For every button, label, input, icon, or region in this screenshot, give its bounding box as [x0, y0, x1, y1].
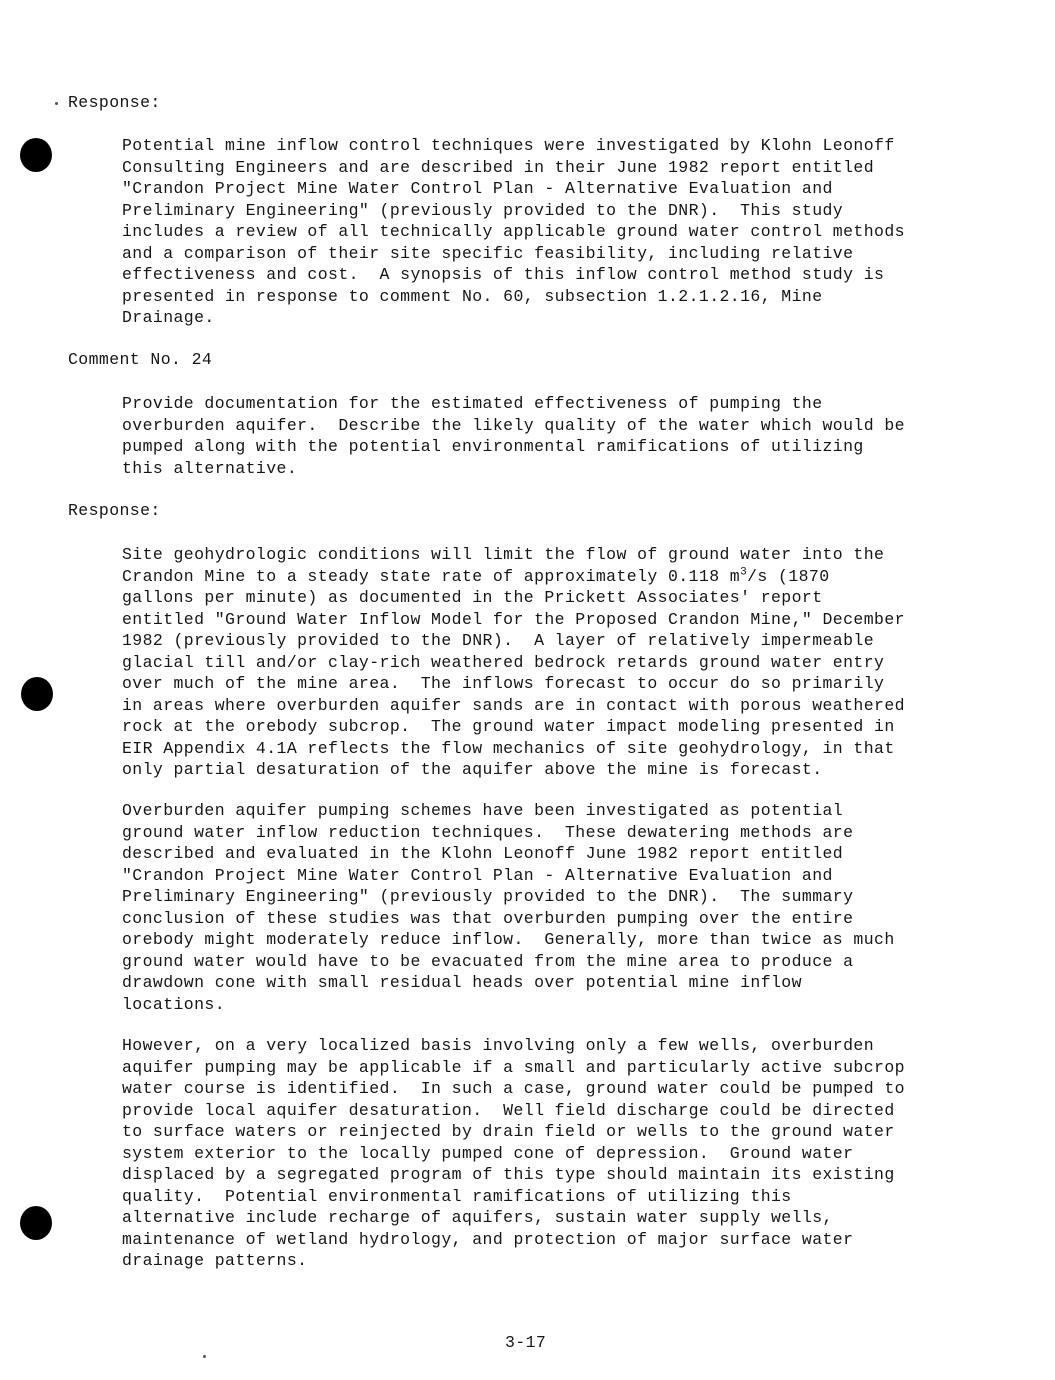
text-line: in areas where overburden aquifer sands are in contact with porous weathered	[122, 695, 905, 715]
comment-heading: Comment No. 24	[68, 350, 213, 369]
text-line: Consulting Engineers and are described in their June 1982 report entitled	[122, 157, 875, 177]
response-paragraph	[122, 800, 942, 1015]
text-line: Provide documentation for the estimated effectiveness of pumping the	[122, 394, 823, 413]
text-line: rock at the orebody subcrop. The ground water impact modeling presented in	[122, 717, 895, 736]
text-line: this alternative.	[122, 458, 298, 478]
binder-hole-mark	[20, 1206, 52, 1240]
text-segment: Crandon Mine to a steady state rate of approximately 0.118 m	[122, 566, 741, 586]
text-line: includes a review of all technically applicable ground water control methods	[122, 222, 905, 241]
comment-paragraph	[122, 393, 942, 479]
text-line: effectiveness and cost. A synopsis of this inflow control method study is	[122, 265, 885, 284]
text-line: quality. Potential environmental ramifications of utilizing this	[122, 1186, 792, 1206]
response-paragraph	[122, 1035, 942, 1272]
text-line: gallons per minute) as documented in the Prickett Associates' report	[122, 588, 823, 607]
text-line: locations.	[122, 994, 226, 1014]
text-line: glacial till and/or clay-rich weathered bedrock retards ground water entry	[122, 652, 885, 672]
text-line: pumped along with the potential environmental ramifications of utilizing	[122, 437, 864, 456]
text-line: only partial desaturation of the aquifer above the mine is forecast.	[122, 760, 823, 779]
text-line: over much of the mine area. The inflows forecast to occur do so primarily	[122, 674, 885, 693]
scan-speck	[55, 102, 58, 105]
text-line: Preliminary Engineering" (previously provided to the DNR). This study	[122, 200, 844, 220]
text-line: ground water inflow reduction techniques. These dewatering methods are	[122, 822, 854, 842]
text-line: conclusion of these studies was that overburden pumping over the entire	[122, 908, 854, 928]
response-heading: Response:	[68, 93, 161, 112]
response-paragraph	[122, 135, 942, 329]
text-line: to surface waters or reinjected by drain field or wells to the ground water	[122, 1122, 895, 1141]
binder-hole-mark	[21, 677, 53, 711]
page-number: 3-17	[505, 1333, 547, 1352]
text-line: drawdown cone with small residual heads over potential mine inflow	[122, 973, 802, 992]
text-line	[122, 566, 942, 588]
text-line: aquifer pumping may be applicable if a small and particularly active subcrop	[122, 1057, 905, 1077]
text-line: entitled "Ground Water Inflow Model for the Proposed Crandon Mine," December	[122, 609, 905, 629]
text-line: drainage patterns.	[122, 1251, 308, 1270]
scan-speck	[203, 1355, 206, 1358]
superscript: 3	[740, 566, 748, 578]
text-line: Drainage.	[122, 308, 215, 327]
response-paragraph	[122, 544, 942, 781]
text-line: alternative include recharge of aquifers, sustain water supply wells,	[122, 1208, 833, 1227]
text-line: orebody might moderately reduce inflow. Generally, more than twice as much	[122, 930, 895, 949]
text-line: and a comparison of their site specific feasibility, including relative	[122, 243, 854, 263]
text-line: Preliminary Engineering" (previously provided to the DNR). The summary	[122, 887, 854, 906]
text-line: ground water would have to be evacuated from the mine area to produce a	[122, 951, 854, 971]
text-line: displaced by a segregated program of this type should maintain its existing	[122, 1165, 895, 1184]
text-line: However, on a very localized basis involving only a few wells, overburden	[122, 1036, 875, 1055]
text-line: EIR Appendix 4.1A reflects the flow mechanics of site geohydrology, in that	[122, 738, 895, 758]
text-line: presented in response to comment No. 60, subsection 1.2.1.2.16, Mine	[122, 286, 823, 306]
text-segment: /s (1870	[747, 566, 830, 586]
text-line: provide local aquifer desaturation. Well field discharge could be directed	[122, 1100, 895, 1120]
text-line: Potential mine inflow control techniques were investigated by Klohn Leonoff	[122, 136, 895, 155]
text-line: "Crandon Project Mine Water Control Plan - Alternative Evaluation and	[122, 179, 833, 198]
text-line: water course is identified. In such a case, ground water could be pumped to	[122, 1079, 905, 1098]
text-line: overburden aquifer. Describe the likely quality of the water which would be	[122, 415, 905, 435]
binder-hole-mark	[20, 138, 52, 172]
text-line: Overburden aquifer pumping schemes have been investigated as potential	[122, 801, 844, 820]
text-line: system exterior to the locally pumped cone of depression. Ground water	[122, 1143, 854, 1163]
response-heading: Response:	[68, 501, 161, 520]
text-line: "Crandon Project Mine Water Control Plan - Alternative Evaluation and	[122, 865, 833, 885]
text-line: 1982 (previously provided to the DNR). A layer of relatively impermeable	[122, 631, 875, 650]
text-line: Site geohydrologic conditions will limit the flow of ground water into the	[122, 545, 885, 564]
text-line: maintenance of wetland hydrology, and protection of major surface water	[122, 1229, 854, 1249]
text-line: described and evaluated in the Klohn Leonoff June 1982 report entitled	[122, 844, 844, 863]
